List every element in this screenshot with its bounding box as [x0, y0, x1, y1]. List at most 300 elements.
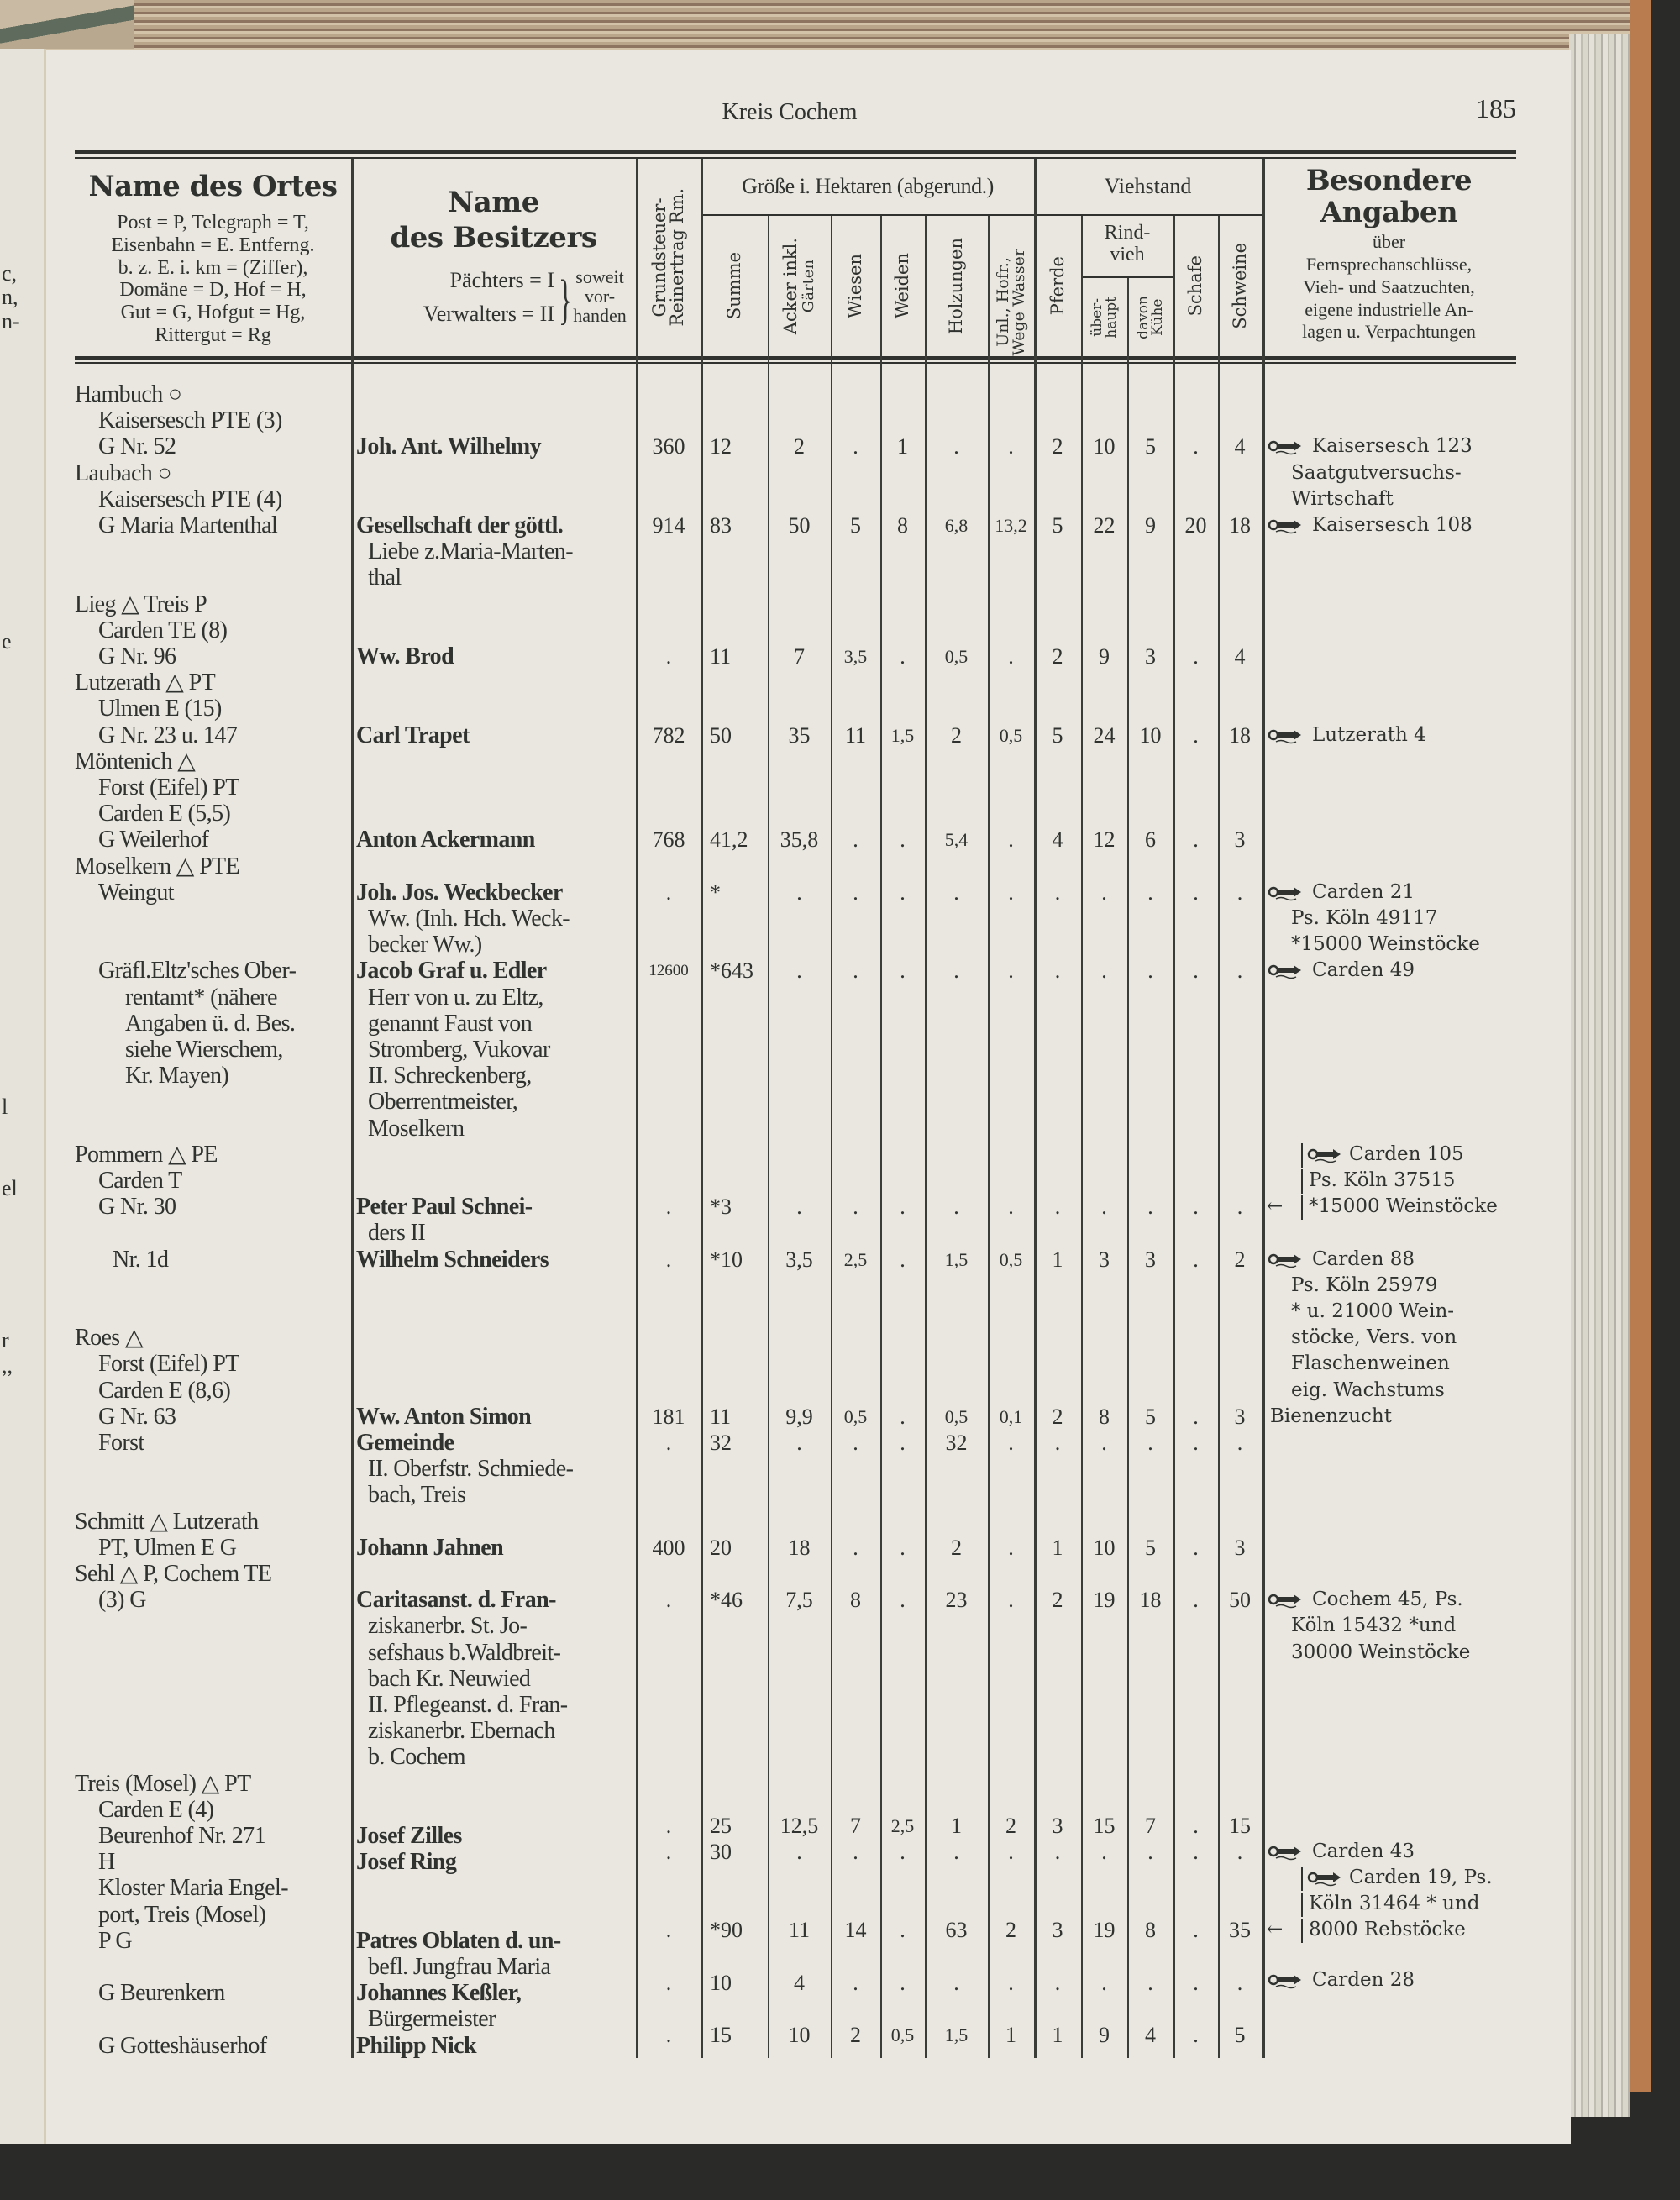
telephone-icon — [1268, 1251, 1305, 1269]
owner-name: bach, Treis — [368, 1482, 466, 1509]
other-land-cell: 2 — [1005, 1918, 1016, 1943]
owner-name: Johann Jahnen — [356, 1534, 504, 1561]
place-name: H — [98, 1849, 115, 1876]
tax-column-header — [636, 159, 701, 356]
meadows-cell: 11 — [844, 722, 867, 748]
total-area-cell: *10 — [710, 1247, 743, 1272]
total-area-cell: 11 — [710, 1404, 732, 1429]
tax-value-cell: 782 — [652, 722, 685, 748]
tax-value-cell: 914 — [652, 513, 685, 538]
place-name: Hambuch ○ — [75, 381, 182, 407]
remark-text: Carden 19, Ps. — [1349, 1866, 1493, 1888]
cattle-cell: 12 — [1093, 827, 1116, 853]
page-stack-edge — [1569, 34, 1630, 2117]
owner-name: Gesellschaft der göttl. — [356, 512, 564, 538]
arable-cell: 50 — [788, 513, 811, 538]
other-land-cell: 2 — [1005, 1813, 1016, 1838]
cows-cell: 3 — [1145, 1247, 1156, 1272]
column-divider — [768, 216, 769, 2058]
arable-cell: 4 — [794, 1970, 805, 1995]
header-arable-label-1: Acker inkl. — [780, 237, 801, 335]
owner-note-1: soweit — [575, 266, 624, 287]
forest-cell: . — [953, 1195, 959, 1220]
place-name: Kaisersesch PTE (4) — [98, 486, 282, 512]
legend-line: Post = P, Telegraph = T, — [117, 212, 309, 234]
owner-name: thal — [368, 564, 402, 591]
other-land-cell: . — [1008, 1970, 1014, 1995]
remarks-desc-line: eigene industrielle An- — [1305, 298, 1473, 320]
tax-label-1: Grundsteuer- — [649, 197, 669, 318]
meadows-cell: 0,5 — [843, 1405, 868, 1427]
other-land-cell: . — [1008, 644, 1014, 669]
bracket-line — [1301, 1143, 1303, 1168]
remark-text: Köln 15432 *und — [1291, 1615, 1457, 1637]
top-rule-thick — [75, 150, 1516, 154]
remark-text: Carden 49 — [1312, 959, 1415, 982]
meadows-cell: . — [853, 1535, 858, 1560]
place-name: G Nr. 30 — [98, 1194, 176, 1221]
pastures-cell: . — [900, 1970, 906, 1995]
pigs-cell: . — [1236, 958, 1243, 984]
meadows-cell: . — [853, 1839, 858, 1864]
header-pastures-label: Weiden — [892, 253, 912, 319]
header-cattle-total-label-1: über- — [1088, 297, 1105, 337]
pigs-cell: 3 — [1234, 827, 1246, 853]
header-other-label-1: Unl., Hofr., — [993, 257, 1012, 348]
left-page-text: r — [2, 1328, 9, 1352]
place-column-title: Name des Ortes — [88, 170, 338, 203]
arable-cell: 11 — [788, 1918, 811, 1943]
pigs-cell: 2 — [1234, 1247, 1246, 1272]
cattle-cell: 8 — [1099, 1404, 1110, 1429]
meadows-cell: . — [853, 958, 858, 984]
owner-name: Philipp Nick — [356, 2032, 476, 2059]
telephone-icon — [1268, 1843, 1305, 1861]
header-horses-label: Pferde — [1047, 256, 1068, 316]
arrow-marker: ← — [1267, 1919, 1284, 1941]
total-area-cell: *46 — [710, 1588, 743, 1613]
sheep-cell: . — [1193, 1918, 1199, 1943]
pastures-cell: . — [900, 1918, 906, 1943]
horses-cell: 5 — [1052, 513, 1063, 538]
tax-value-cell: 400 — [652, 1535, 685, 1560]
left-page-fragment — [0, 49, 46, 2144]
tax-value-cell: . — [665, 1195, 672, 1220]
header-pigs — [1218, 216, 1262, 356]
arable-cell: . — [796, 1839, 802, 1864]
forest-cell: 23 — [945, 1588, 968, 1613]
page-number: 185 — [1476, 93, 1516, 123]
cattle-cell: . — [1101, 1431, 1107, 1455]
pastures-cell: . — [900, 1588, 906, 1613]
pigs-cell: 5 — [1234, 2023, 1246, 2048]
owner-name: II. Schreckenberg, — [368, 1063, 532, 1089]
arable-cell: 9,9 — [785, 1404, 813, 1429]
remark-text: 8000 Rebstöcke — [1309, 1919, 1466, 1941]
owner-name: ziskanerbr. St. Jo- — [368, 1613, 528, 1640]
tax-value-cell: 181 — [652, 1404, 685, 1429]
place-name: (3) G — [98, 1587, 146, 1614]
owner-name: II. Oberfstr. Schmiede- — [368, 1456, 574, 1483]
meadows-cell: . — [853, 879, 858, 905]
tax-value-cell: . — [665, 879, 672, 905]
owner-name: genannt Faust von — [368, 1010, 533, 1037]
pigs-cell: . — [1236, 1195, 1243, 1220]
pastures-cell: . — [900, 1404, 906, 1429]
header-cattle-total-label-2: haupt — [1102, 296, 1120, 339]
pastures-cell: 1 — [897, 434, 908, 459]
header-arable-label-2: Gärten — [799, 259, 817, 313]
owner-note-2: vor- — [584, 286, 616, 307]
tax-value-cell: 12600 — [648, 962, 689, 980]
remark-text: Carden 105 — [1349, 1142, 1464, 1165]
place-name: G Nr. 23 u. 147 — [98, 722, 238, 748]
horses-cell: . — [1054, 1431, 1061, 1455]
owner-name: Josef Zilles — [356, 1823, 462, 1849]
sheep-cell: . — [1193, 1839, 1199, 1864]
pastures-cell: . — [900, 958, 906, 984]
owner-name: ziskanerbr. Ebernach — [368, 1718, 555, 1745]
forest-cell: . — [953, 879, 959, 905]
cows-cell: 10 — [1139, 722, 1162, 748]
column-divider — [1262, 159, 1265, 2058]
cows-cell: 5 — [1145, 1404, 1156, 1429]
horses-cell: . — [1054, 1195, 1061, 1220]
column-divider — [1081, 216, 1083, 2058]
remark-text: Carden 28 — [1312, 1968, 1415, 1991]
cows-cell: . — [1147, 879, 1153, 905]
forest-cell: 1,5 — [944, 1248, 969, 1270]
legend-line: Gut = G, Hofgut = Hg, — [120, 302, 306, 324]
owner-name: Anton Ackermann — [356, 827, 535, 853]
total-area-cell: 83 — [710, 513, 732, 538]
column-divider — [351, 159, 354, 2058]
owner-name: Gemeinde — [356, 1430, 454, 1456]
arable-cell: 7,5 — [785, 1588, 813, 1613]
pastures-cell: 8 — [897, 513, 908, 538]
pigs-cell: 3 — [1234, 1535, 1246, 1560]
tax-value-cell: . — [665, 644, 672, 669]
forest-cell: . — [953, 1839, 959, 1864]
place-name: Carden E (5,5) — [98, 801, 231, 827]
place-name: Kaisersesch PTE (3) — [98, 407, 282, 434]
pigs-cell: . — [1236, 879, 1243, 905]
owner-name: Ww. Anton Simon — [356, 1403, 532, 1430]
total-area-cell: *643 — [710, 958, 753, 984]
sheep-cell: . — [1193, 644, 1199, 669]
tax-value-cell: 768 — [652, 827, 685, 853]
header-total-label: Summe — [724, 252, 744, 320]
legend-line: Eisenbahn = E. Entferng. — [111, 234, 315, 256]
meadows-cell: . — [853, 434, 858, 459]
remark-text: Carden 21 — [1312, 880, 1415, 903]
cattle-cell: . — [1101, 879, 1107, 905]
remark-text: Kaisersesch 108 — [1312, 514, 1473, 536]
column-divider — [880, 216, 882, 2058]
pigs-cell: . — [1236, 1839, 1243, 1864]
remark-text: Saatgutversuchs- — [1291, 461, 1462, 484]
legend-line: Rittergut = Rg — [155, 323, 271, 346]
pigs-cell: 50 — [1229, 1588, 1251, 1613]
place-name: port, Treis (Mosel) — [98, 1901, 266, 1928]
owner-name: Carl Trapet — [356, 722, 470, 748]
pigs-cell: 15 — [1229, 1813, 1251, 1838]
remark-text: stöcke, Vers. von — [1291, 1326, 1457, 1349]
sheep-cell: . — [1193, 879, 1199, 905]
owner-name: Herr von u. zu Eltz, — [368, 984, 543, 1011]
cows-cell: 6 — [1145, 827, 1156, 853]
cattle-cell: 3 — [1099, 1247, 1110, 1272]
header-rule-thin — [75, 362, 1516, 364]
cattle-cell: 9 — [1099, 644, 1110, 669]
pigs-cell: . — [1236, 1970, 1243, 1995]
column-divider — [988, 216, 990, 2058]
tax-value-cell: . — [665, 1247, 672, 1272]
tax-value-cell: . — [665, 1431, 672, 1455]
place-name: Forst — [98, 1430, 144, 1456]
place-name: Angaben ü. d. Bes. — [125, 1010, 296, 1037]
owner-column-title-2: des Besitzers — [390, 221, 597, 255]
column-divider — [1173, 216, 1175, 2058]
pigs-cell: 18 — [1229, 722, 1251, 748]
pastures-cell: . — [900, 1431, 906, 1455]
pastures-cell: . — [900, 1839, 906, 1864]
header-cows — [1127, 278, 1173, 356]
remarks-title-1: Besondere — [1305, 164, 1473, 197]
tenant-label: Pächters = I — [449, 268, 554, 292]
cattle-cell: 19 — [1093, 1918, 1116, 1943]
meadows-cell: 8 — [850, 1588, 861, 1613]
header-forest-label: Holzungen — [946, 237, 966, 335]
place-name: G Nr. 96 — [98, 643, 176, 669]
forest-cell: 1,5 — [944, 2024, 969, 2046]
pastures-cell: . — [900, 879, 906, 905]
bracket-line — [1301, 1893, 1303, 1917]
cattle-cell: . — [1101, 958, 1107, 984]
place-name: siehe Wierschem, — [125, 1037, 283, 1063]
size-group-title: Größe i. Hektaren (abgerund.) — [742, 174, 994, 198]
other-land-cell: 0,5 — [999, 724, 1023, 746]
cows-cell: . — [1147, 1431, 1153, 1455]
tax-value-cell: . — [665, 1918, 672, 1943]
other-land-cell: 0,1 — [999, 1405, 1023, 1427]
remark-text: Köln 31464 * und — [1309, 1893, 1480, 1915]
column-divider — [1127, 278, 1129, 2058]
livestock-group-title: Viehstand — [1104, 174, 1192, 198]
total-area-cell: 25 — [710, 1813, 732, 1838]
forest-cell: . — [953, 958, 959, 984]
header-other-label-2: Wege Wasser — [1009, 249, 1028, 356]
remarks-description — [1262, 254, 1516, 344]
bracket-line — [1301, 1169, 1303, 1194]
cows-cell: 5 — [1145, 1535, 1156, 1560]
bracket-line — [1301, 1867, 1303, 1891]
pastures-cell: . — [900, 1247, 906, 1272]
pastures-cell: 2,5 — [890, 1814, 915, 1836]
left-page-text: e — [2, 629, 12, 654]
pastures-cell: . — [900, 1535, 906, 1560]
total-area-cell: 30 — [710, 1839, 732, 1864]
telephone-icon — [1268, 517, 1305, 535]
horses-cell: 3 — [1052, 1918, 1063, 1943]
meadows-cell: 3,5 — [843, 646, 868, 667]
left-page-text: n, — [2, 285, 18, 309]
arable-cell: 2 — [794, 434, 805, 459]
owner-name: Bürgermeister — [368, 2006, 496, 2033]
place-name: Carden E (8,6) — [98, 1377, 231, 1404]
remark-text: Wirtschaft — [1291, 487, 1394, 510]
horses-cell: . — [1054, 1839, 1061, 1864]
place-name: Weingut — [98, 879, 174, 906]
telephone-icon — [1268, 438, 1305, 456]
horses-cell: 1 — [1052, 1247, 1063, 1272]
owner-name: Ww. (Inh. Hch. Weck- — [368, 906, 570, 932]
book-cover-edge — [1630, 0, 1651, 2092]
forest-cell: 0,5 — [944, 1405, 969, 1427]
owner-name: Stromberg, Vukovar — [368, 1037, 550, 1063]
cattle-cell: 22 — [1093, 513, 1116, 538]
remarks-sub: über — [1372, 231, 1406, 252]
owner-name: Jacob Graf u. Edler — [356, 958, 547, 984]
forest-cell: . — [953, 434, 959, 459]
total-area-cell: 50 — [710, 722, 732, 748]
owner-name: Joh. Jos. Weckbecker — [356, 879, 563, 906]
total-area-cell: * — [710, 879, 721, 905]
meadows-cell: . — [853, 1195, 858, 1220]
tax-value-cell: . — [665, 1813, 672, 1838]
cows-cell: 9 — [1145, 513, 1156, 538]
arable-cell: 10 — [788, 2023, 811, 2048]
horses-cell: 5 — [1052, 722, 1063, 748]
place-name: Moselkern △ PTE — [75, 853, 240, 879]
other-land-cell: . — [1008, 434, 1014, 459]
arrow-marker: ← — [1267, 1195, 1284, 1218]
remark-text: Ps. Köln 37515 — [1309, 1169, 1456, 1191]
place-name: Lutzerath △ PT — [75, 669, 216, 696]
other-land-cell: 0,5 — [999, 1248, 1023, 1270]
place-name: G Beurenkern — [98, 1980, 225, 2007]
cattle-cell: 10 — [1093, 1535, 1116, 1560]
pastures-cell: . — [900, 644, 906, 669]
pastures-cell: 0,5 — [890, 2024, 915, 2046]
other-land-cell: . — [1008, 958, 1014, 984]
owner-name: bach Kr. Neuwied — [368, 1665, 531, 1692]
cattle-cell: 10 — [1093, 434, 1116, 459]
other-land-cell: . — [1008, 1535, 1014, 1560]
place-name: Pommern △ PE — [75, 1141, 218, 1168]
sheep-cell: . — [1193, 1431, 1199, 1455]
arable-cell: . — [796, 958, 802, 984]
place-name: Ulmen E (15) — [98, 696, 222, 722]
owner-name: II. Pflegeanst. d. Fran- — [368, 1692, 568, 1718]
left-page-text: c, — [2, 261, 18, 286]
other-land-cell: . — [1008, 879, 1014, 905]
legend-line: Domäne = D, Hof = H, — [119, 279, 307, 302]
running-title: Kreis Cochem — [722, 99, 858, 125]
total-area-cell: 41,2 — [710, 827, 748, 853]
owner-name: sefshaus b.Waldbreit- — [368, 1639, 561, 1666]
place-column-legend — [75, 212, 351, 347]
remark-text: eig. Wachstums — [1291, 1378, 1445, 1401]
header-meadows — [831, 216, 880, 356]
remark-text: Carden 88 — [1312, 1247, 1415, 1270]
legend-line: b. z. E. i. km = (Ziffer), — [118, 256, 308, 279]
sheep-cell: . — [1193, 1588, 1199, 1613]
other-land-cell: . — [1008, 1431, 1014, 1455]
place-name: G Maria Martenthal — [98, 512, 278, 538]
horses-cell: . — [1054, 879, 1061, 905]
cattle-cell: 24 — [1093, 722, 1116, 748]
place-name: rentamt* (nähere — [125, 984, 277, 1011]
horses-cell: 2 — [1052, 434, 1063, 459]
header-cattle-total — [1081, 278, 1127, 356]
cows-cell: 8 — [1145, 1918, 1156, 1943]
arable-cell: 35,8 — [780, 827, 819, 853]
arable-cell: 7 — [794, 644, 805, 669]
header-forest — [925, 216, 988, 356]
total-area-cell: *3 — [710, 1195, 732, 1220]
place-name: G Nr. 63 — [98, 1403, 176, 1430]
forest-cell: 1 — [951, 1813, 962, 1838]
horses-cell: 2 — [1052, 1588, 1063, 1613]
horses-cell: 2 — [1052, 644, 1063, 669]
pigs-cell: 4 — [1234, 434, 1246, 459]
cows-cell: 7 — [1145, 1813, 1156, 1838]
sheep-cell: 20 — [1184, 513, 1207, 538]
meadows-cell: 14 — [844, 1918, 867, 1943]
telephone-icon — [1268, 1972, 1305, 1990]
arable-cell: 18 — [788, 1535, 811, 1560]
sheep-cell: . — [1193, 1195, 1199, 1220]
horses-cell: 4 — [1052, 827, 1063, 853]
sheep-cell: . — [1193, 1535, 1199, 1560]
owner-name: ders II — [368, 1220, 426, 1247]
telephone-icon — [1268, 1591, 1305, 1609]
header-rule-thick — [75, 356, 1516, 360]
meadows-cell: . — [853, 827, 858, 853]
arable-cell: . — [796, 1195, 802, 1220]
horses-cell: 2 — [1052, 1404, 1063, 1429]
place-name: PT, Ulmen E G — [98, 1534, 237, 1561]
cows-cell: . — [1147, 958, 1153, 984]
total-area-cell: 15 — [710, 2023, 732, 2048]
cows-cell: 3 — [1145, 644, 1156, 669]
header-pastures — [880, 216, 925, 356]
place-name: Carden TE (8) — [98, 617, 228, 643]
telephone-icon — [1307, 1869, 1344, 1888]
sheep-cell: . — [1193, 958, 1199, 984]
manager-label: Verwalters = II — [423, 302, 554, 326]
forest-cell: 32 — [945, 1431, 968, 1455]
place-name: Forst (Eifel) PT — [98, 774, 239, 801]
arable-cell: . — [796, 1431, 802, 1455]
meadows-cell: 2,5 — [843, 1248, 868, 1270]
owner-name: Peter Paul Schnei- — [356, 1194, 533, 1221]
left-page-text: n- — [2, 309, 20, 333]
owner-name: Josef Ring — [356, 1849, 457, 1876]
place-name: Sehl △ P, Cochem TE — [75, 1561, 272, 1587]
owner-name: Wilhelm Schneiders — [356, 1246, 549, 1273]
owner-name: b. Cochem — [368, 1744, 465, 1771]
remarks-desc-line: lagen u. Verpachtungen — [1302, 321, 1476, 343]
horses-cell: 1 — [1052, 1535, 1063, 1560]
total-area-cell: 20 — [710, 1535, 732, 1560]
owner-note-3: handen — [573, 305, 627, 326]
top-rule-thin — [75, 157, 1516, 159]
tax-value-cell: . — [665, 2023, 672, 2048]
pastures-cell: . — [900, 827, 906, 853]
telephone-icon — [1268, 962, 1305, 980]
